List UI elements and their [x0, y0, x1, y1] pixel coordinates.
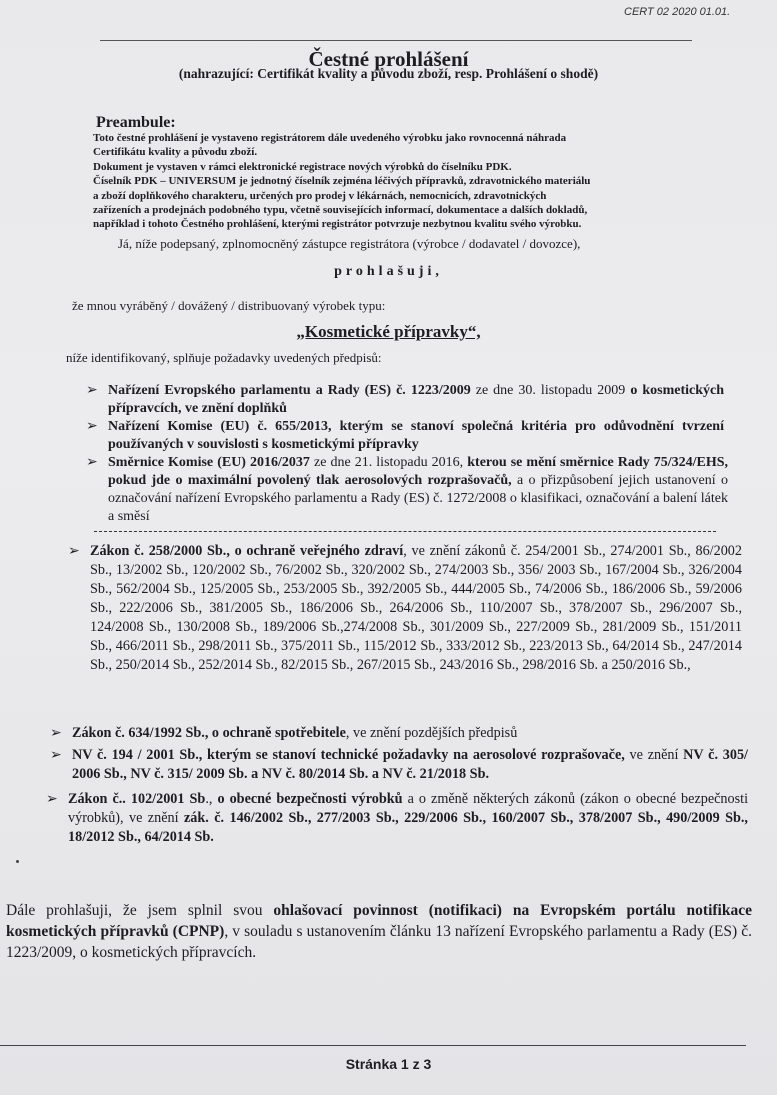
- product-type-line: že mnou vyráběný / dovážený / distribuovaný výrobek typu:: [72, 298, 386, 313]
- document-title: Čestné prohlášení: [308, 47, 469, 71]
- arrow-bullet-icon: ➢: [86, 455, 98, 470]
- preamble-line: například i tohoto Čestného prohlášení, kterými registrátor potvrzuje nezbytnou kvalitu svého výrobku.: [93, 218, 582, 230]
- arrow-bullet-icon: ➢: [50, 725, 62, 741]
- dashed-separator: [94, 531, 716, 532]
- preamble-line: Číselník PDK – UNIVERSUM je jednotný číselník zejména léčivých přípravků, zdravotnického materiálu: [93, 175, 591, 187]
- eu-regulation-item: ➢ Směrnice Komise (EU) 2016/2037 ze dne 21. listopadu 2016, kterou se mění směrnice Rady 75/324/EHS, pokud jde o maximální povolený tlak aerosolových rozprašovačů, a o přizpůsobení jejich ustanovení o označování nařízení Evropského parlamentu a Rady (ES) č. 1272/2008 o klasifikaci, označování a balení látek a směsí: [86, 455, 728, 524]
- preamble-line: Toto čestné prohlášení je vystaveno registrátorem dále uvedeného výrobku jako rovnocenná náhrada: [93, 132, 567, 144]
- arrow-bullet-icon: ➢: [86, 419, 98, 434]
- page-number: Stránka 1 z 3: [345, 1056, 432, 1072]
- law-item-258: ➢ Zákon č. 258/2000 Sb., o ochraně veřejného zdraví, ve znění zákonů č. 254/2001 Sb., 274/2001 Sb., 86/2002 Sb., 13/2002 Sb., 120/2002 Sb., 76/2002 Sb., 320/2002 Sb., 274/2003 Sb., 356/ 2003 Sb., 167/2004 Sb., 326/2004 Sb., 562/2004 Sb., 125/2005 Sb., 253/2005 Sb., 392/2005 Sb., 444/2005 Sb., 74/2006 Sb., 186/2006 Sb., 59/2006 Sb., 222/2006 Sb., 381/2005 Sb., 186/2006 Sb., 264/2006 Sb., 110/2007 Sb., 378/2007 Sb., 296/2007 Sb., 124/2008 Sb., 130/2008 Sb., 189/2006 Sb.,274/2008 Sb., 301/2009 Sb., 227/2009 Sb., 281/2009 Sb., 151/2011 Sb., 466/2011 Sb., 298/2011 Sb., 375/2011 Sb., 115/2012 Sb., 333/2012 Sb., 223/2013 Sb., 64/2014 Sb., 247/2014 Sb., 250/2014 Sb., 252/2014 Sb., 82/2015 Sb., 267/2015 Sb., 243/2016 Sb., 298/2016 Sb. a 250/2016 Sb.,: [68, 543, 742, 673]
- declare-heading: prohlašuji,: [334, 264, 443, 279]
- cpnp-declaration: Dále prohlašuji, že jsem splnil svou ohlašovací povinnost (notifikaci) na Evropském portálu notifikace kosmetických přípravků (CPNP), v souladu s ustanovením článku 13 nařízení Evropského parlamentu a Rady (ES) č. 1223/2009, o kosmetických přípravcích.: [6, 902, 752, 961]
- arrow-bullet-icon: ➢: [50, 747, 62, 763]
- header-rule: [100, 40, 692, 41]
- footer-rule: [0, 1045, 746, 1046]
- identified-text: níže identifikovaný, splňuje požadavky uvedených předpisů:: [66, 350, 382, 365]
- law-item-nv194: ➢ NV č. 194 / 2001 Sb., kterým se stanoví technické požadavky na aerosolové rozprašovače, ve znění NV č. 305/ 2006 Sb., NV č. 315/ 2009 Sb. a NV č. 80/2014 Sb. a NV č. 21/2018 Sb.: [50, 747, 748, 782]
- document-code: CERT 02 2020 01.01.: [624, 6, 731, 18]
- law-item-102: ➢ Zákon č.. 102/2001 Sb., o obecné bezpečnosti výrobků a o změně některých zákonů (zákon o obecné bezpečnosti výrobků), ve znění zák. č. 146/2002 Sb., 277/2003 Sb., 229/2006 Sb., 160/2007 Sb., 378/2007 Sb., 490/2009 Sb., 18/2012 Sb., 64/2014 Sb.: [46, 791, 749, 845]
- preamble-line: Certifikátu kvality a původu zboží.: [93, 146, 258, 158]
- eu-regulation-item: ➢ Nařízení Evropského parlamentu a Rady (ES) č. 1223/2009 ze dne 30. listopadu 2009 o kosmetických přípravcích, ve znění doplňků: [86, 383, 724, 416]
- preamble-line: Dokument je vystaven v rámci elektronické registrace nových výrobků do číselníku PDK.: [93, 161, 512, 173]
- arrow-bullet-icon: ➢: [46, 791, 58, 807]
- arrow-bullet-icon: ➢: [68, 543, 80, 559]
- stray-dot: [16, 860, 19, 863]
- preamble-heading: Preambule:: [96, 114, 176, 131]
- arrow-bullet-icon: ➢: [86, 383, 98, 398]
- intro-text: Já, níže podepsaný, zplnomocněný zástupce registrátora (výrobce / dodavatel / dovozce),: [118, 236, 581, 251]
- document-subtitle: (nahrazující: Certifikát kvality a původu zboží, resp. Prohlášení o shodě): [178, 66, 599, 81]
- product-type: „Kosmetické přípravky“,: [296, 322, 481, 341]
- law-item-634: ➢ Zákon č. 634/1992 Sb., o ochraně spotřebitele, ve znění pozdějších předpisů: [50, 725, 518, 741]
- preamble-line: zařízeních a prodejnách podobného typu, včetně souvisejících informací, dokumentace a dalších dokladů,: [93, 204, 588, 216]
- eu-regulation-item: ➢ Nařízení Komise (EU) č. 655/2013, kterým se stanoví společná kritéria pro odůvodnění tvrzení používaných v souvislosti s kosmetickými přípravky: [86, 419, 724, 452]
- preamble-line: a zboží doplňkového charakteru, určených pro prodej v lékárnách, nemocnicích, zdravotnických: [93, 190, 547, 202]
